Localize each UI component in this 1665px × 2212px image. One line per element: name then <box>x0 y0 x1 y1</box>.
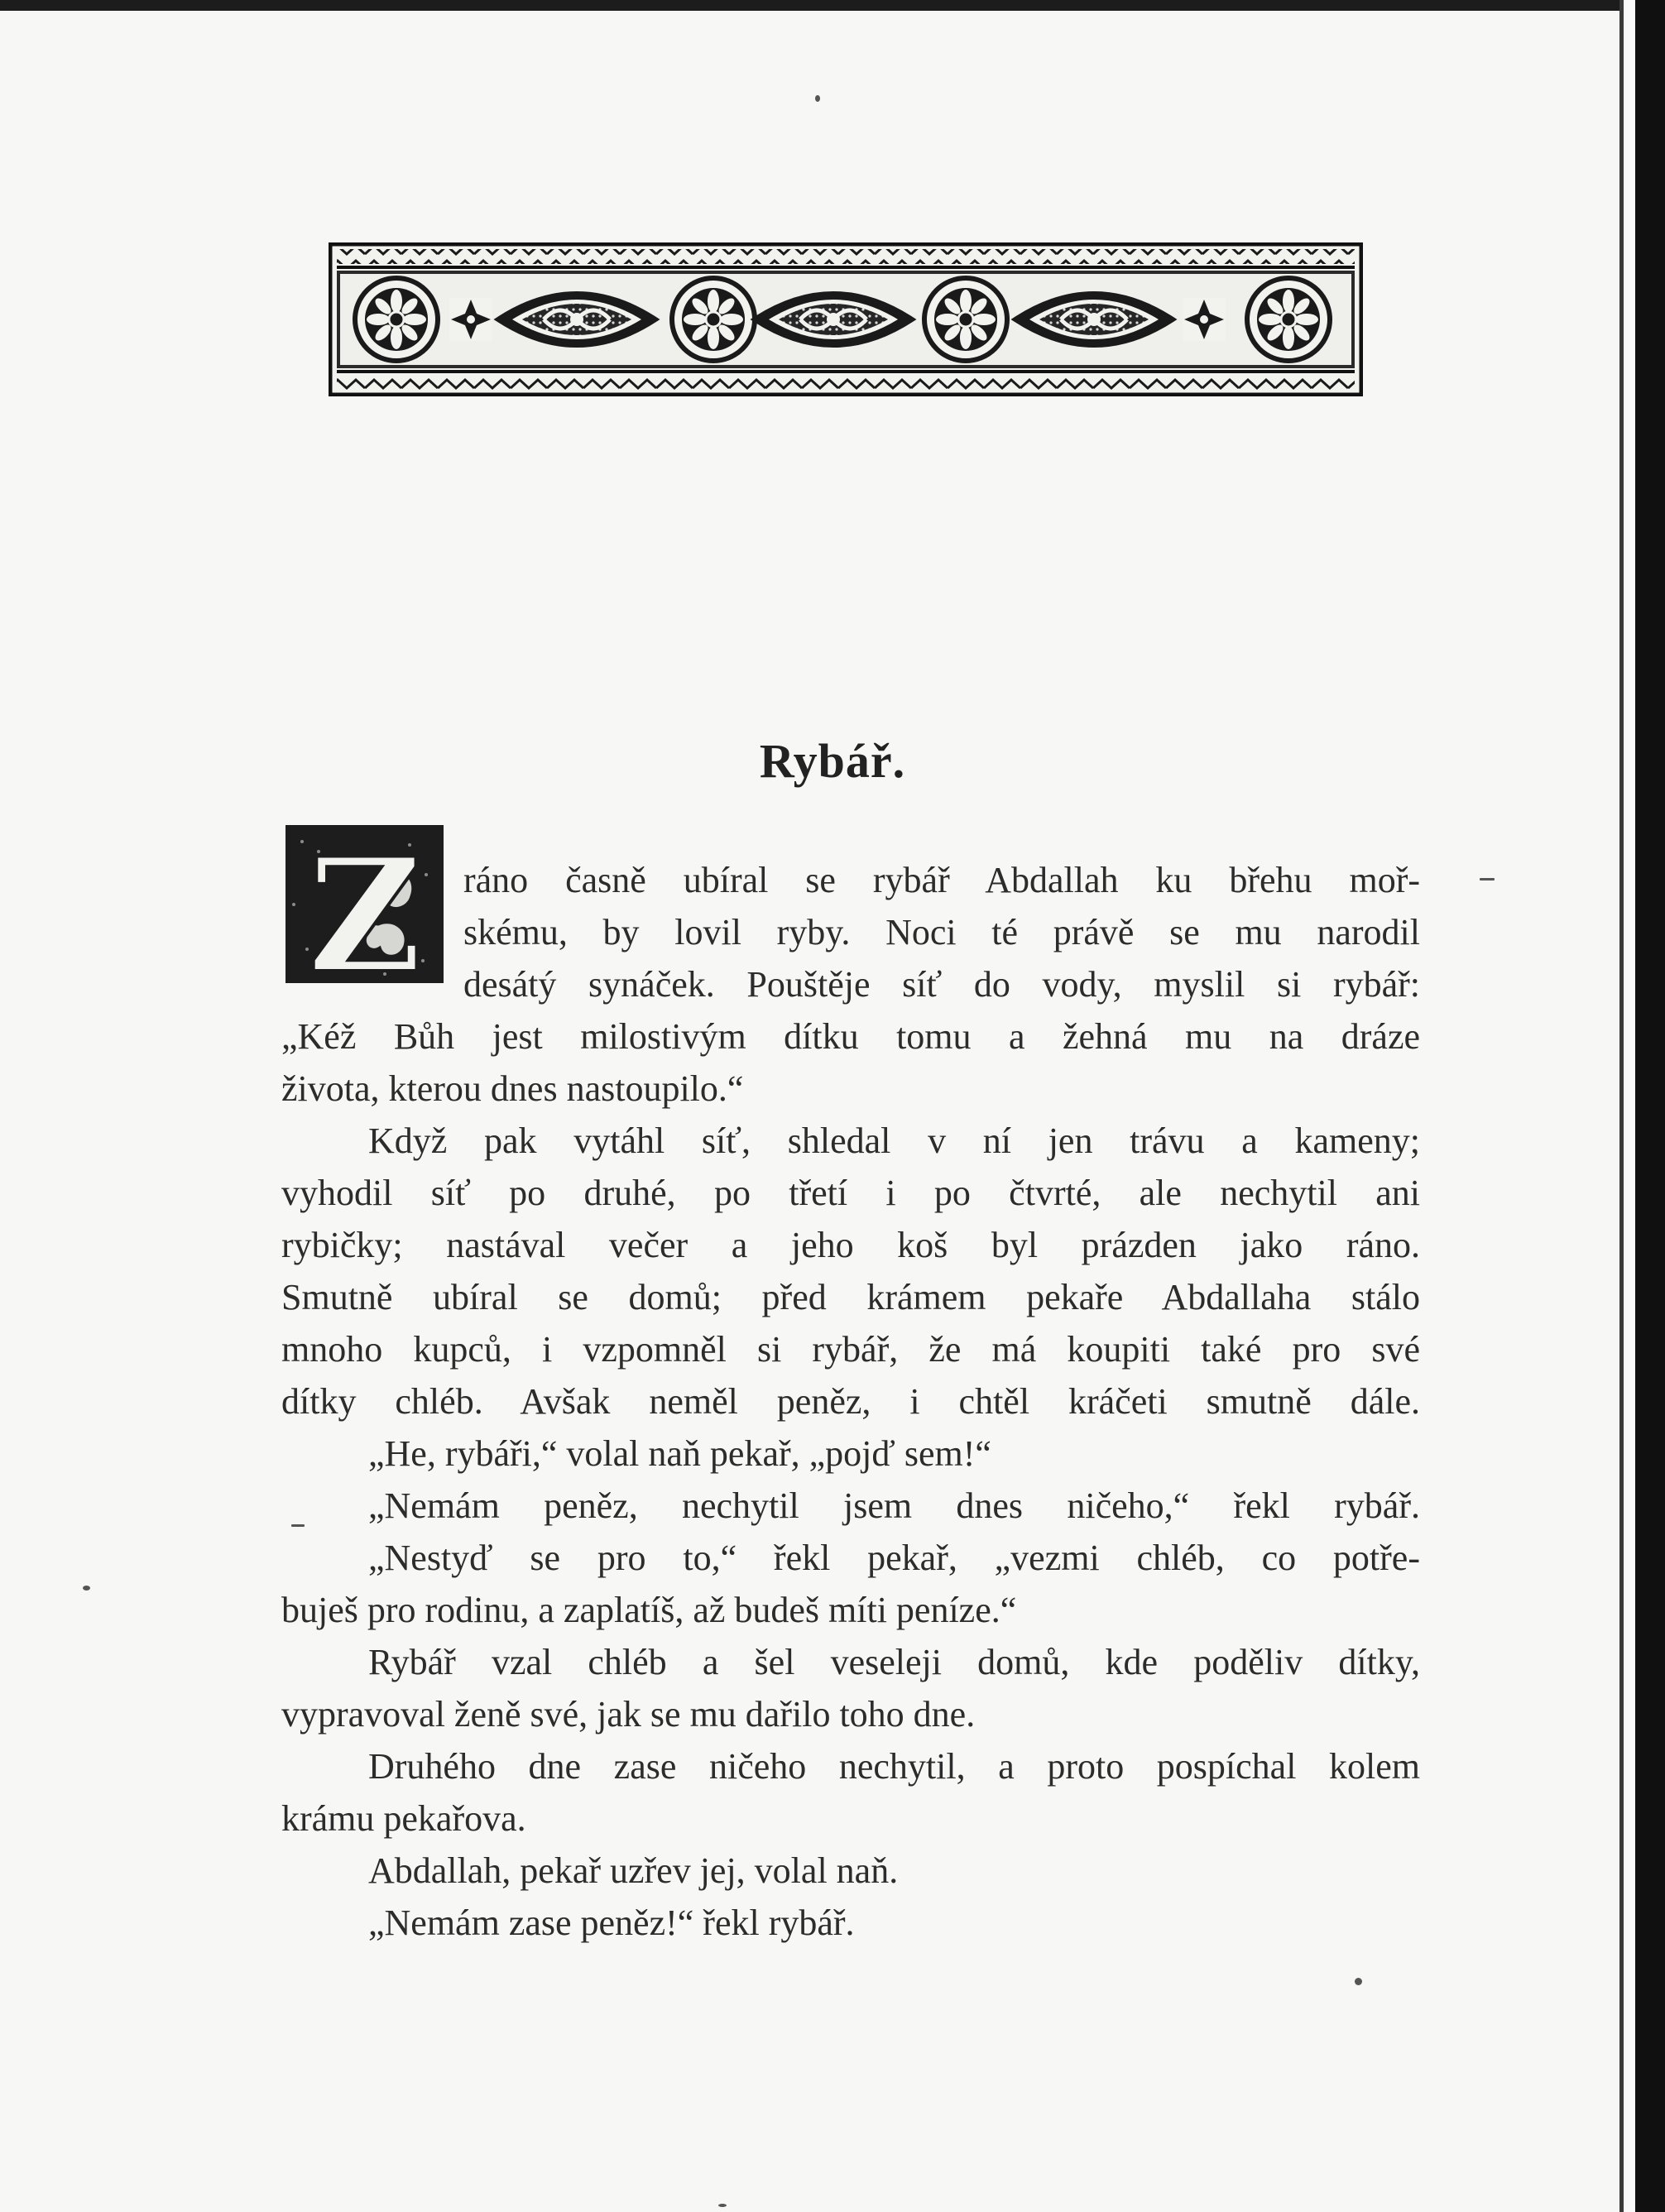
text-line: mnoho kupců, i vzpomněl si rybář, že má koupiti také pro své <box>281 1329 1420 1370</box>
ornamental-header-band <box>329 242 1363 396</box>
scan-speck <box>718 2204 727 2207</box>
scan-right-border <box>1635 0 1665 2212</box>
text-line: Rybář vzal chléb a šel veseleji domů, kde poděliv dítky, <box>368 1642 1420 1682</box>
text-line: skému, by lovil ryby. Noci té právě se mu narodil <box>463 912 1420 952</box>
chapter-title: Rybář. <box>759 734 906 788</box>
text-line: „Kéž Bůh jest milostivým dítku tomu a žehná mu na dráze <box>281 1016 1420 1057</box>
text-line: vyhodil síť po druhé, po třetí i po čtvrté, ale nechytil ani <box>281 1173 1420 1213</box>
drop-cap-letter: Z <box>307 825 423 983</box>
text-line: Druhého dne zase ničeho nechytil, a proto pospíchal kolem <box>368 1746 1420 1787</box>
scan-speck <box>83 1586 90 1591</box>
scan-top-border <box>0 0 1665 11</box>
body-text <box>281 854 1420 1949</box>
text-line: ráno časně ubíral se rybář Abdallah ku břehu moř- <box>463 860 1420 900</box>
scan-speck <box>1355 1978 1362 1985</box>
text-line: dítky chléb. Avšak neměl peněz, i chtěl kráčeti smutně dále. <box>281 1381 1420 1422</box>
text-line: Abdallah, pekař uzřev jej, volal naň. <box>368 1850 899 1891</box>
scan-speck <box>815 95 820 102</box>
text-line: buješ pro rodinu, a zaplatíš, až budeš míti peníze.“ <box>281 1590 1017 1630</box>
text-line: Smutně ubíral se domů; před krámem pekaře Abdallaha stálo <box>281 1277 1420 1317</box>
text-line: desátý synáček. Pouštěje síť do vody, myslil si rybář: <box>463 964 1420 1005</box>
text-line: rybičky; nastával večer a jeho koš byl prázden jako ráno. <box>281 1225 1420 1265</box>
text-line: života, kterou dnes nastoupilo.“ <box>281 1068 744 1109</box>
text-line: „Nemám peněz, nechytil jsem dnes ničeho,“ řekl rybář. <box>368 1485 1420 1526</box>
scan-right-gap <box>1624 0 1635 2212</box>
text-line: vypravoval ženě své, jak se mu dařilo toho dne. <box>281 1694 976 1735</box>
text-line: Když pak vytáhl síť, shledal v ní jen trávu a kameny; <box>368 1120 1420 1161</box>
scan-speck <box>1480 878 1495 880</box>
text-line: „He, rybáři,“ volal naň pekař, „pojď sem!“ <box>368 1433 991 1474</box>
text-line: „Nestyď se pro to,“ řekl pekař, „vezmi chléb, co potře- <box>368 1538 1420 1578</box>
text-line: „Nemám zase peněz!“ řekl rybář. <box>368 1903 855 1943</box>
text-line: krámu pekařova. <box>281 1798 526 1839</box>
